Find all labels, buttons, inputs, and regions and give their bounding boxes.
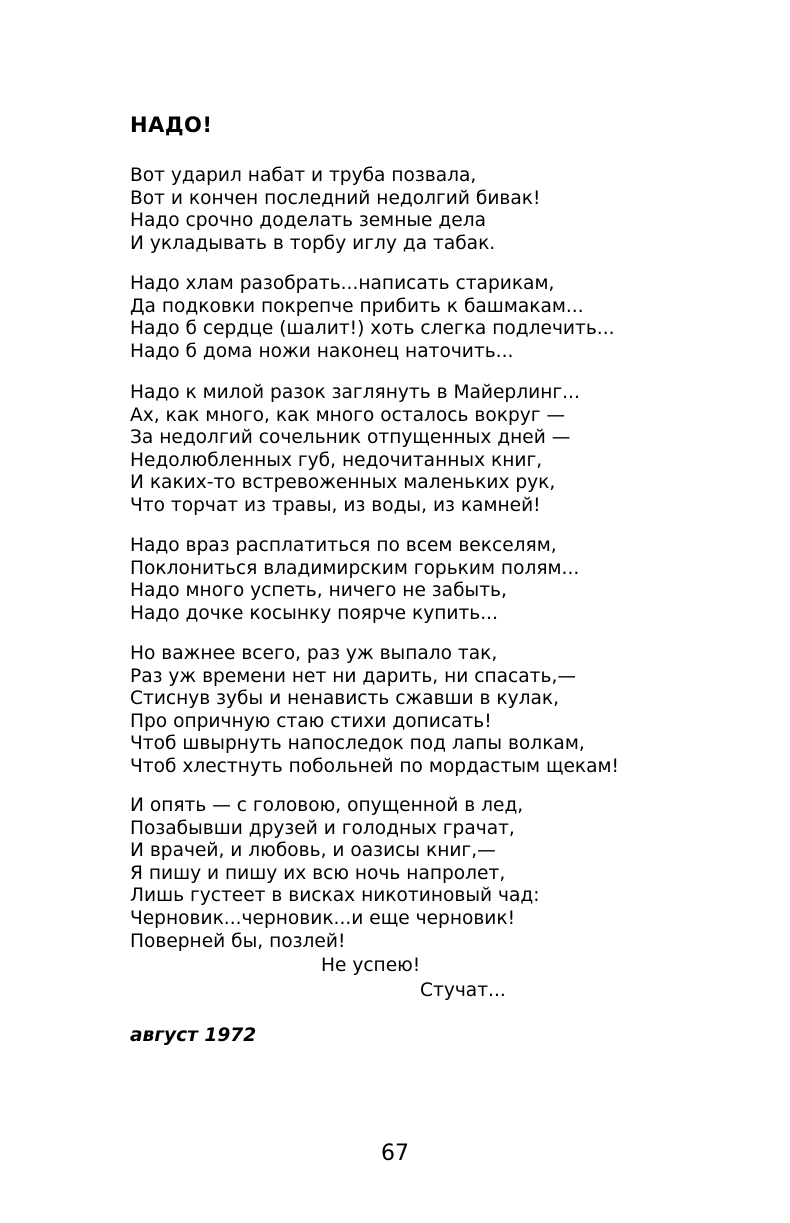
poem-date: август 1972: [130, 1025, 257, 1046]
verse-line: И укладывать в торбу иглу да табак.: [130, 232, 496, 254]
verse-line: Надо б сердце (шалит!) хоть слегка подлечить...: [130, 318, 615, 340]
verse-line: Что торчат из травы, из воды, из камней!: [130, 494, 541, 516]
indented-verse-line: Не успею!: [321, 955, 421, 976]
verse-line: Надо враз расплатиться по всем векселям,: [130, 535, 557, 556]
verse-line: Поверней бы, позлей!: [130, 930, 346, 952]
verse-line: Чтоб швырнуть напоследок под лапы волкам,: [130, 733, 585, 755]
verse-line: Надо б дома ножи наконец наточить...: [130, 340, 514, 362]
verse-line: Надо к милой разок заглянуть в Майерлинг...: [130, 382, 580, 403]
stanza-2: [130, 273, 615, 363]
verse-line: И опять — с головою, опущенной в лед,: [130, 795, 524, 816]
verse-line: Вот и кончен последний недолгий бивак!: [130, 187, 541, 209]
verse-line: Лишь густеет в висках никотиновый чад:: [130, 885, 540, 907]
verse-line: Надо срочно доделать земные дела: [130, 210, 486, 232]
verse-line: Про опричную стаю стихи дописать!: [130, 710, 492, 732]
verse-line: Надо хлам разобрать...написать старикам,: [130, 273, 555, 294]
stanza-4: [130, 535, 579, 625]
stanza-5: [130, 643, 619, 779]
poem-title: НАДО!: [130, 113, 213, 137]
verse-line: И каких-то встревоженных маленьких рук,: [130, 472, 556, 494]
verse-line: Надо много успеть, ничего не забыть,: [130, 580, 507, 602]
verse-line: Недолюбленных губ, недочитанных книг,: [130, 449, 543, 471]
stanza-3: [130, 382, 580, 518]
verse-line: Позабывши друзей и голодных грачат,: [130, 817, 515, 839]
page-number: 67: [381, 1141, 409, 1166]
verse-line: За недолгий сочельник отпущенных дней —: [130, 427, 571, 449]
verse-line: И врачей, и любовь, и оазисы книг,—: [130, 840, 496, 862]
verse-line: Да подковки покрепче прибить к башмакам...: [130, 295, 584, 317]
verse-line: Раз уж времени нет ни дарить, ни спасать,—: [130, 665, 576, 687]
verse-line: Стиснув зубы и ненависть сжавши в кулак,: [130, 688, 560, 710]
verse-line: Я пишу и пишу их всю ночь напролет,: [130, 862, 506, 884]
stanza-1: [130, 165, 540, 255]
verse-line: Черновик...черновик...и еще черновик!: [130, 907, 516, 929]
verse-line: Надо дочке косынку поярче купить...: [130, 602, 498, 624]
indented-verse-line: Стучат...: [420, 980, 506, 1001]
verse-line: Чтоб хлестнуть побольней по мордастым щекам!: [130, 755, 620, 777]
verse-line: Но важнее всего, раз уж выпало так,: [130, 643, 498, 664]
verse-line: Поклониться владимирским горьким полям...: [130, 557, 580, 579]
stanza-6: [130, 795, 540, 953]
verse-line: Ах, как много, как много осталось вокруг —: [130, 404, 566, 426]
verse-line: Вот ударил набат и труба позвала,: [130, 165, 477, 186]
